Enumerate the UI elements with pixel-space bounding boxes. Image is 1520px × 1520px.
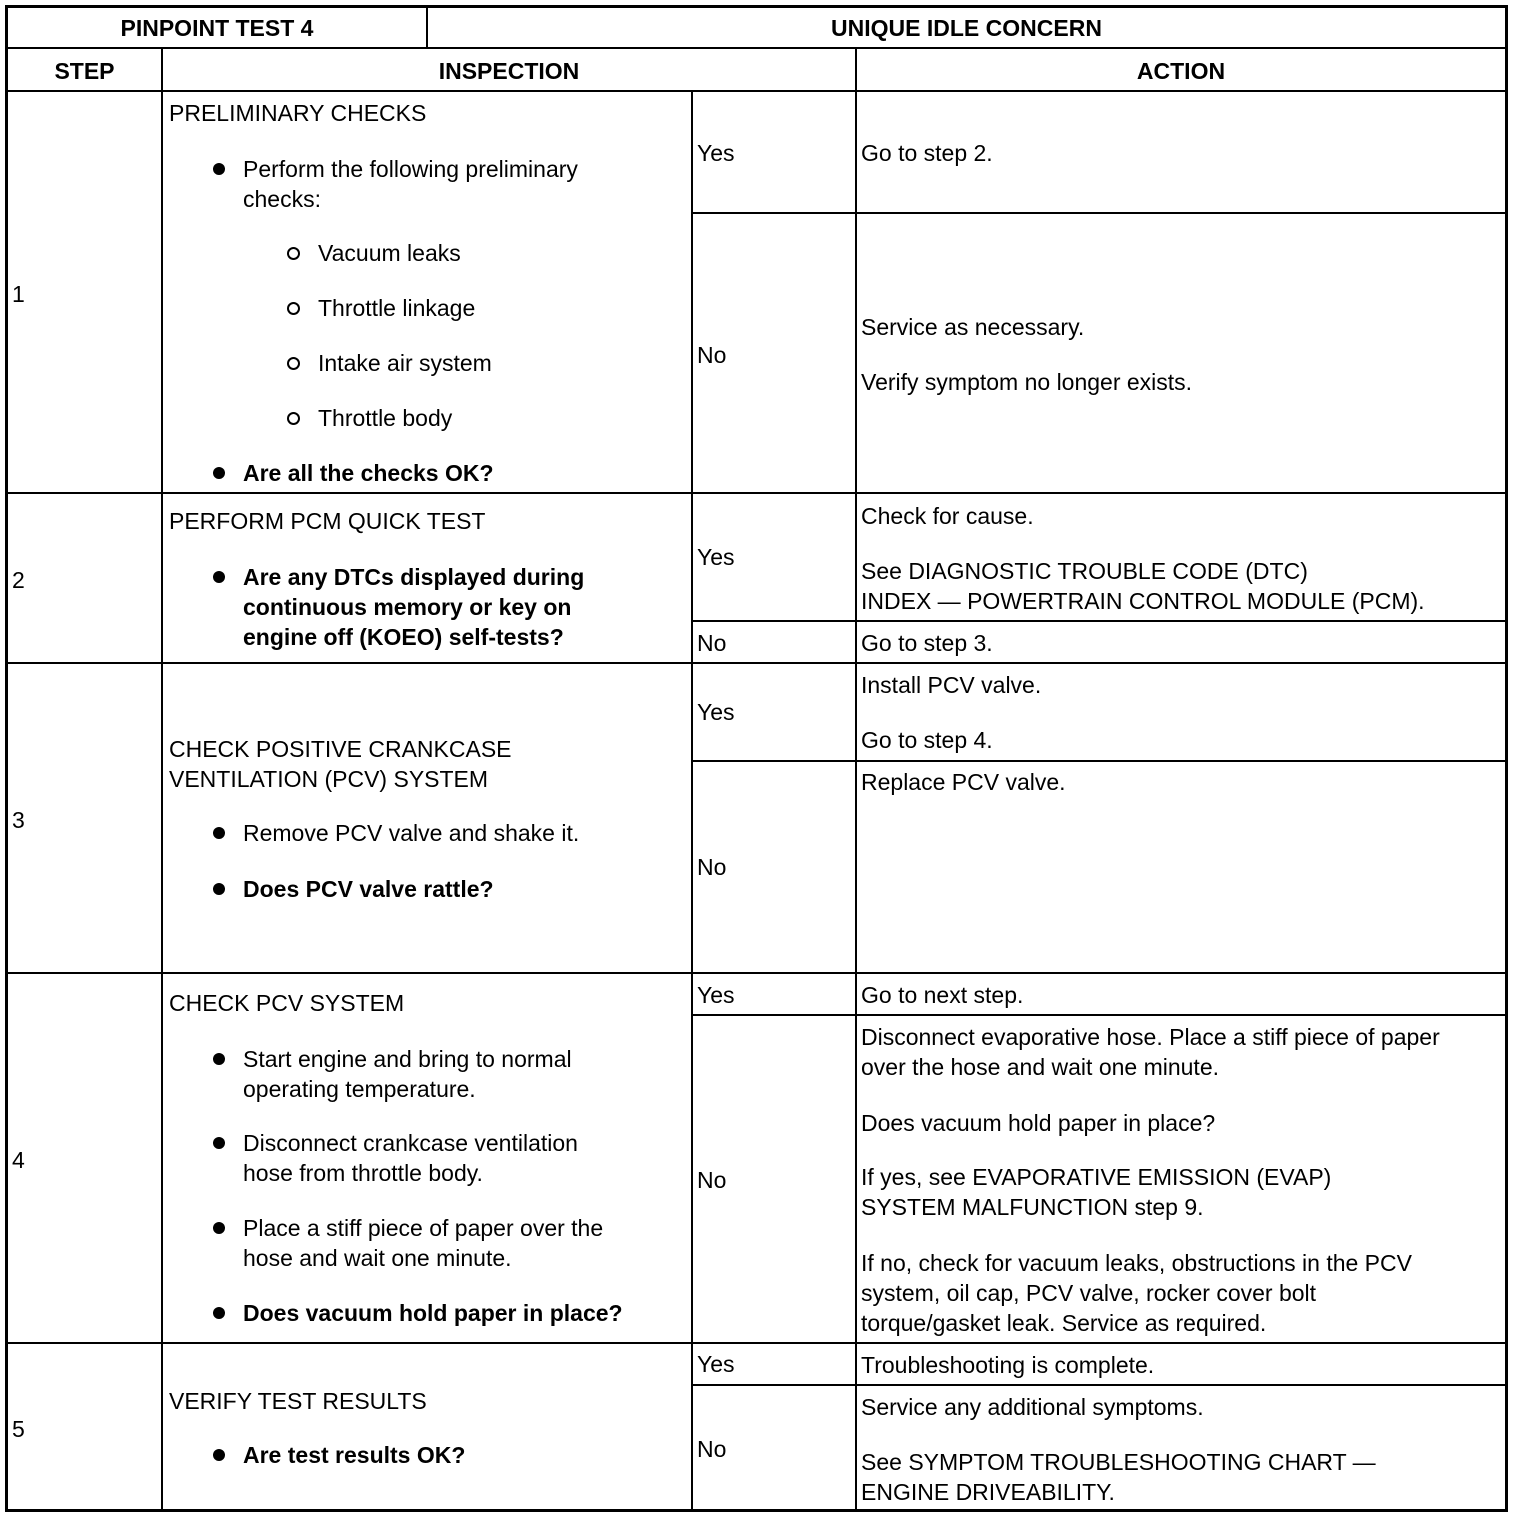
step-3-title-line-1: CHECK POSITIVE CRANKCASE — [169, 736, 512, 762]
step-5-title: VERIFY TEST RESULTS — [169, 1388, 427, 1414]
step-2-no-action: Go to step 3. — [861, 630, 993, 656]
step-column-line — [161, 47, 163, 1512]
step-1-no-action-1: Service as necessary. — [861, 314, 1085, 340]
step-1-bullet-line-1: Perform the following preliminary — [243, 156, 578, 182]
table-border-top — [5, 5, 1508, 8]
step-4-yes-action: Go to next step. — [861, 982, 1024, 1008]
yes-no-line-5 — [691, 1384, 1508, 1386]
bullet-icon — [213, 467, 225, 479]
yes-no-line-2 — [691, 620, 1508, 622]
step-5-no-action-1: Service any additional symptoms. — [861, 1394, 1204, 1420]
table-border-bottom — [5, 1509, 1508, 1512]
step-1-yes-action: Go to step 2. — [861, 140, 993, 166]
step-5-no-label: No — [697, 1436, 727, 1462]
step-4-no-action-3: Does vacuum hold paper in place? — [861, 1110, 1216, 1136]
step-4-no-label: No — [697, 1167, 727, 1193]
bullet-icon — [213, 883, 225, 895]
yes-no-line-3 — [691, 760, 1508, 762]
step-5-question: Are test results OK? — [243, 1442, 466, 1468]
yes-no-line-4 — [691, 1014, 1508, 1016]
step-number-1: 1 — [12, 281, 25, 307]
step-4-question: Does vacuum hold paper in place? — [243, 1300, 623, 1326]
step-3-no-label: No — [697, 854, 727, 880]
step-3-no-action: Replace PCV valve. — [861, 769, 1066, 795]
step-3-yes-action-2: Go to step 4. — [861, 727, 993, 753]
action-column-header: ACTION — [1136, 58, 1226, 84]
step-5-no-action-2: See SYMPTOM TROUBLESHOOTING CHART — — [861, 1449, 1376, 1475]
table-border-left — [5, 5, 8, 1512]
sub-bullet-icon — [287, 302, 300, 315]
action-column-line — [855, 47, 857, 1512]
header-row-line — [5, 90, 1508, 92]
bullet-icon — [213, 163, 225, 175]
step-2-question-line-2: continuous memory or key on — [243, 594, 572, 620]
step-column-header: STEP — [54, 58, 115, 84]
inspection-column-header: INSPECTION — [438, 58, 580, 84]
step-4-bullet-2-line-2: hose from throttle body. — [243, 1160, 483, 1186]
step-1-no-action-2: Verify symptom no longer exists. — [861, 369, 1193, 395]
sub-bullet-icon — [287, 357, 300, 370]
step-4-bullet-3-line-1: Place a stiff piece of paper over the — [243, 1215, 604, 1241]
step-4-no-action-7: system, oil cap, PCV valve, rocker cover bolt — [861, 1280, 1317, 1306]
step-4-bullet-1-line-1: Start engine and bring to normal — [243, 1046, 572, 1072]
step-1-sub-item: Vacuum leaks — [318, 240, 461, 266]
step-4-bullet-3-line-2: hose and wait one minute. — [243, 1245, 512, 1271]
step-5-yes-label: Yes — [697, 1351, 735, 1377]
step-1-yes-label: Yes — [697, 140, 735, 166]
bullet-icon — [213, 1053, 225, 1065]
step-2-question-line-1: Are any DTCs displayed during — [243, 564, 585, 590]
bullet-icon — [213, 571, 225, 583]
bullet-icon — [213, 1137, 225, 1149]
step-4-no-action-4: If yes, see EVAPORATIVE EMISSION (EVAP) — [861, 1164, 1332, 1190]
step-4-bullet-2-line-1: Disconnect crankcase ventilation — [243, 1130, 578, 1156]
step-2-yes-action-2: See DIAGNOSTIC TROUBLE CODE (DTC) — [861, 558, 1308, 584]
step-5-no-action-3: ENGINE DRIVEABILITY. — [861, 1479, 1115, 1505]
step-1-sub-item: Intake air system — [318, 350, 492, 376]
table-border-right — [1505, 5, 1508, 1512]
step-3-yes-action-1: Install PCV valve. — [861, 672, 1042, 698]
step-1-question: Are all the checks OK? — [243, 460, 494, 486]
title-row-line — [5, 47, 1508, 49]
step-4-no-action-6: If no, check for vacuum leaks, obstructions in the PCV — [861, 1250, 1412, 1276]
step-1-sub-item: Throttle linkage — [318, 295, 476, 321]
step-4-no-action-1: Disconnect evaporative hose. Place a stiff piece of paper — [861, 1024, 1440, 1050]
step-4-no-action-2: over the hose and wait one minute. — [861, 1054, 1220, 1080]
step-2-yes-action-1: Check for cause. — [861, 503, 1034, 529]
step-number-2: 2 — [12, 567, 25, 593]
step-1-sub-item: Throttle body — [318, 405, 453, 431]
concern-title: UNIQUE IDLE CONCERN — [831, 15, 1102, 41]
step-4-bullet-1-line-2: operating temperature. — [243, 1076, 476, 1102]
step-number-5: 5 — [12, 1416, 25, 1442]
step-3-bullet: Remove PCV valve and shake it. — [243, 820, 580, 846]
answer-column-line — [691, 90, 693, 1512]
step-3-question: Does PCV valve rattle? — [243, 876, 494, 902]
step-1-title: PRELIMINARY CHECKS — [169, 100, 427, 126]
step-4-no-action-8: torque/gasket leak. Service as required. — [861, 1310, 1267, 1336]
sub-bullet-icon — [287, 412, 300, 425]
step-1-bullet-line-2: checks: — [243, 186, 321, 212]
step-4-no-action-5: SYSTEM MALFUNCTION step 9. — [861, 1194, 1204, 1220]
step-number-4: 4 — [12, 1147, 25, 1173]
row-line-1-2 — [5, 492, 1508, 494]
bullet-icon — [213, 827, 225, 839]
step-3-title-line-2: VENTILATION (PCV) SYSTEM — [169, 766, 489, 792]
bullet-icon — [213, 1307, 225, 1319]
step-2-yes-label: Yes — [697, 544, 735, 570]
row-line-3-4 — [5, 972, 1508, 974]
step-2-title: PERFORM PCM QUICK TEST — [169, 508, 486, 534]
step-2-yes-action-3: INDEX — POWERTRAIN CONTROL MODULE (PCM). — [861, 588, 1425, 614]
step-2-no-label: No — [697, 630, 727, 656]
step-2-question-line-3: engine off (KOEO) self-tests? — [243, 624, 564, 650]
row-line-4-5 — [5, 1342, 1508, 1344]
step-1-no-label: No — [697, 342, 727, 368]
yes-no-line-1 — [691, 212, 1508, 214]
step-4-yes-label: Yes — [697, 982, 735, 1008]
bullet-icon — [213, 1222, 225, 1234]
step-4-title: CHECK PCV SYSTEM — [169, 990, 405, 1016]
bullet-icon — [213, 1449, 225, 1461]
step-number-3: 3 — [12, 807, 25, 833]
step-5-yes-action: Troubleshooting is complete. — [861, 1352, 1155, 1378]
pinpoint-test-title: PINPOINT TEST 4 — [120, 15, 314, 41]
step-3-yes-label: Yes — [697, 699, 735, 725]
sub-bullet-icon — [287, 247, 300, 260]
row-line-2-3 — [5, 662, 1508, 664]
